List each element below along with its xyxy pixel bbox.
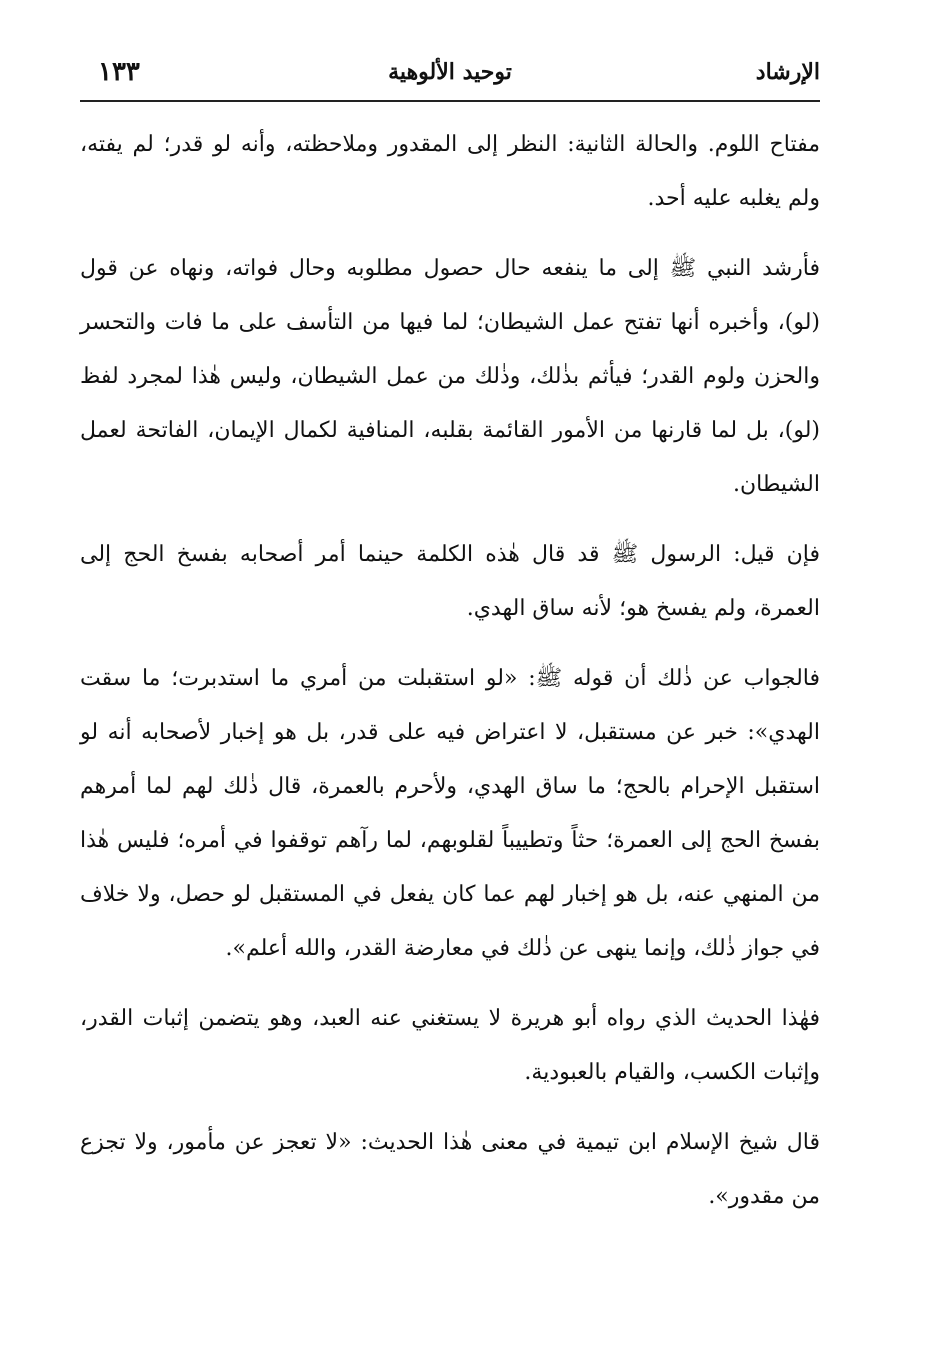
paragraph-1: مفتاح اللوم. والحالة الثانية: النظر إلى المقدور وملاحظته، وأنه لو قدر؛ لم يفته، ولم يغلبه عليه أحد.: [80, 132, 820, 211]
paragraph-6: قال شيخ الإسلام ابن تيمية في معنى هٰذا الحديث: «لا تعجز عن مأمور، ولا تجزع من مقدور».: [80, 1130, 820, 1209]
header-divider: [80, 100, 820, 102]
paragraph-4: فالجواب عن ذٰلك أن قوله ﷺ: «لو استقبلت من أمري ما استدبرت؛ ما سقت الهدي»: خبر عن مستقبل، لا اعتراض فيه على قدر، بل هو إخبار لأصحابه أنه لو استقبل الإحرام بالحج؛ ما ساق الهدي، ولأحرم بالعمرة، قال ذٰلك لهم لما أمرهم بفسخ الحج إلى العمرة؛ حثاً وتطييباً لقلوبهم، لما رآهم توقفوا في أمره؛ فليس هٰذا من المنهي عنه، بل هو إخبار لهم عما كان يفعل في المستقبل لو حصل، ولا خلاف في جواز ذٰلك، وإنما ينهى عن ذٰلك في معارضة القدر، والله أعلم».: [80, 666, 820, 961]
page-number: ١٣٣: [98, 57, 140, 87]
chapter-title: توحيد الألوهية: [388, 59, 512, 85]
paragraph-3: فإن قيل: الرسول ﷺ قد قال هٰذه الكلمة حينما أمر أصحابه بفسخ الحج إلى العمرة، ولم يفسخ هو؛ لأنه ساق الهدي.: [80, 542, 820, 621]
paragraph-2: فأرشد النبي ﷺ إلى ما ينفعه حال حصول مطلوبه وحال فواته، ونهاه عن قول (لو)، وأخبره أنها تفتح عمل الشيطان؛ لما فيها من التأسف على ما فات والتحسر والحزن ولوم القدر؛ فيأثم بذٰلك، وذٰلك من عمل الشيطان، وليس هٰذا لمجرد لفظ (لو)، بل لما قارنها من الأمور القائمة بقلبه، المنافية لكمال الإيمان، الفاتحة لعمل الشيطان.: [80, 256, 820, 497]
book-title: الإرشاد: [755, 59, 820, 85]
book-page: [80, 52, 820, 1240]
body-text: [80, 118, 820, 1224]
running-header: [80, 52, 820, 96]
paragraph-5: فهٰذا الحديث الذي رواه أبو هريرة لا يستغني عنه العبد، وهو يتضمن إثبات القدر، وإثبات الكسب، والقيام بالعبودية.: [80, 1006, 820, 1085]
